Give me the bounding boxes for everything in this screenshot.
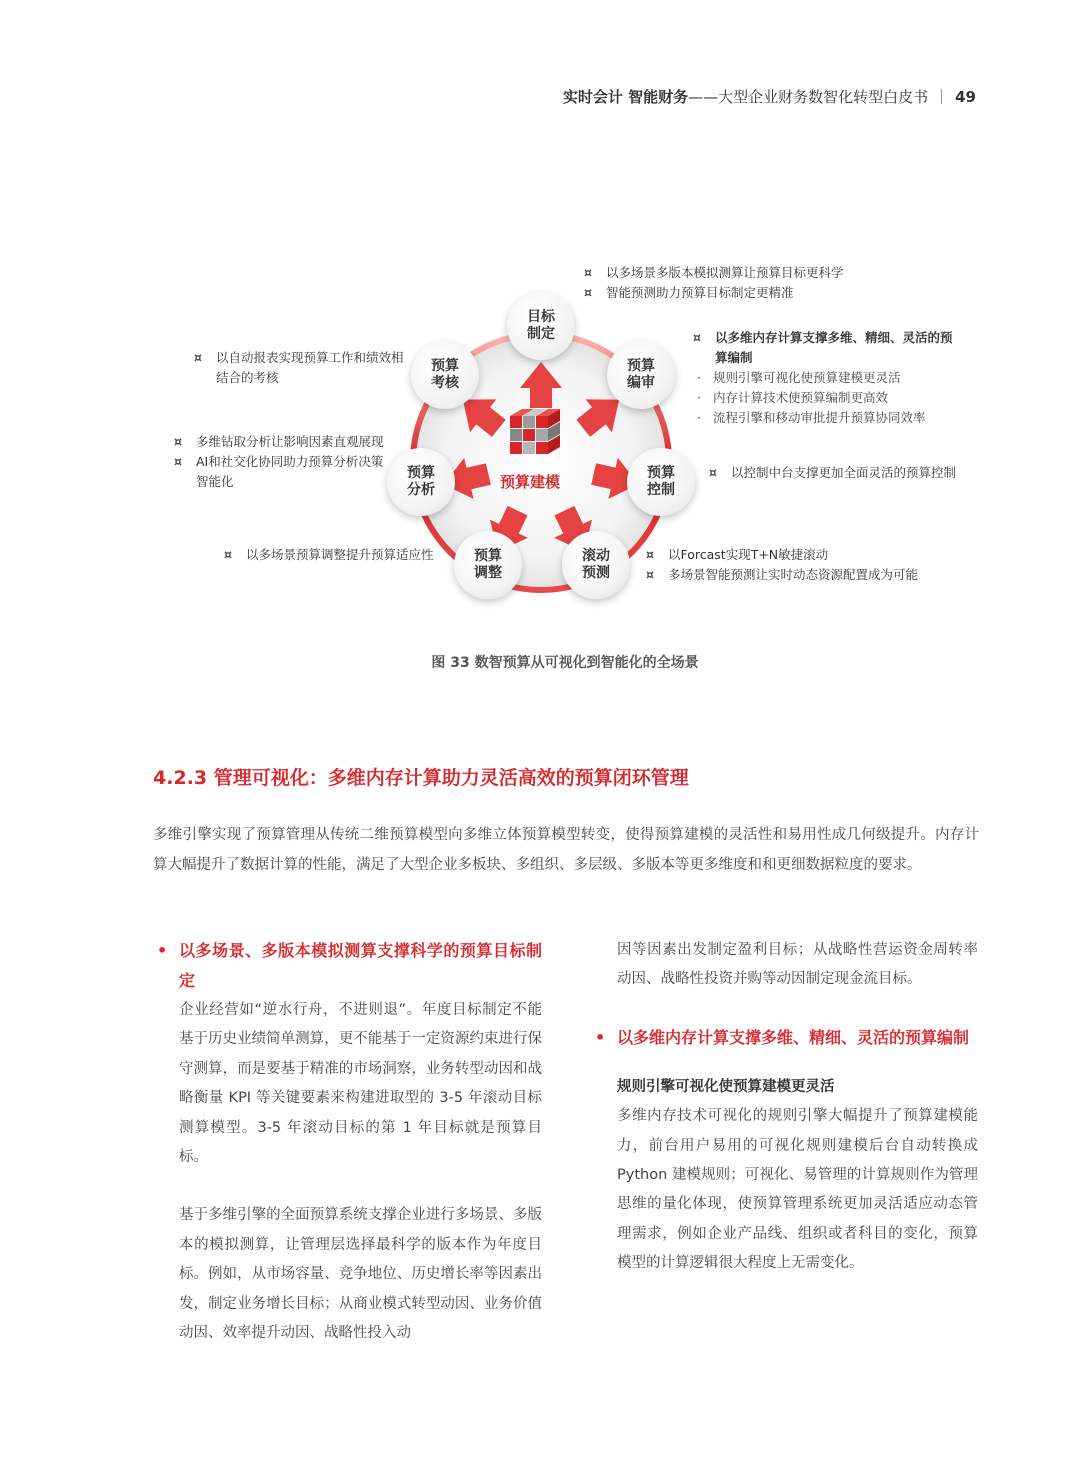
note-item: ¤ 以Forcast实现T+N敏捷滚动	[646, 545, 966, 565]
node-rolling: 滚动预测	[562, 531, 630, 599]
note-analysis	[174, 432, 386, 492]
note-item: ¤ 多场景智能预测让实时动态资源配置成为可能	[646, 565, 966, 585]
bullet-heading: • 以多维内存计算支撑多维、精细、灵活的预算编制	[592, 1023, 978, 1053]
body-paragraph: 因等因素出发制定盈利目标；从战略性营运资金周转率动因、战略性投资并购等动因制定现金流目标。	[617, 942, 978, 988]
note-item: ¤ AI和社交化协同助力预算分析决策智能化	[174, 452, 386, 492]
node-adjust: 预算调整	[454, 531, 522, 599]
note-item: ¤ 以多场景多版本模拟测算让预算目标更科学	[584, 263, 904, 283]
body-paragraph: 企业经营如“逆水行舟，不进则退”。年度目标制定不能基于历史业绩简单测算，更不能基于一定资源约束进行保守测算，而是要基于精准的市场洞察，业务转型动因和战略衡量 KPI 等关键要素来构建进取型的 3-5 年滚动目标测算模型。3-5 年滚动目标的第 1 年目标就是预算目标。	[179, 1002, 542, 1166]
header-title-bold: 实时会计 智能财务	[562, 88, 689, 106]
section-title: 4.2.3 管理可视化：多维内存计算助力灵活高效的预算闭环管理	[153, 767, 689, 789]
intro-paragraph: 多维引擎实现了预算管理从传统二维预算模型向多维立体预算模型转变，使得预算建模的灵活性和易用性成几何级提升。内存计算大幅提升了数据计算的性能，满足了大型企业多板块、多组织、多层级、多版本等更多维度和和更细数据粒度的要求。	[153, 827, 979, 873]
note-subitem: · 内存计算技术使预算编制更高效	[693, 388, 961, 408]
node-target: 目标制定	[507, 292, 575, 360]
node-analysis: 预算分析	[387, 448, 455, 516]
note-item: ¤ 以自动报表实现预算工作和绩效相结合的考核	[194, 348, 406, 388]
center-label: 预算建模	[500, 473, 561, 491]
budget-cycle-diagram	[0, 0, 1080, 640]
left-column	[154, 936, 542, 1348]
bullet-heading: • 以多场景、多版本模拟测算支撑科学的预算目标制定	[154, 936, 542, 996]
body-paragraph: 基于多维引擎的全面预算系统支撑企业进行多场景、多版本的模拟测算，让管理层选择最科学的版本作为年度目标。例如，从市场容量、竞争地位、历史增长率等因素出发，制定业务增长目标；从商业模式转型动因、业务价值动因、效率提升动因、战略性投入动	[179, 1207, 542, 1342]
subheading: 规则引擎可视化使预算建模更灵活	[617, 1078, 835, 1095]
note-adjust	[224, 545, 434, 565]
note-item: ¤ 以控制中台支撑更加全面灵活的预算控制	[709, 463, 957, 483]
node-review: 预算编审	[607, 341, 675, 409]
note-review	[693, 328, 961, 428]
body-paragraph: 多维内存技术可视化的规则引擎大幅提升了预算建模能力，前台用户易用的可视化规则建模后台自动转换成 Python 建模规则；可视化、易管理的计算规则作为管理思维的量化体现，使预算管理系统更加灵活适应动态管理需求，例如企业产品线、组织或者科目的变化，预算模型的计算逻辑很大程度上无需变化。	[617, 1108, 978, 1272]
note-item: ¤ 智能预测助力预算目标制定更精准	[584, 283, 904, 303]
note-target	[584, 263, 904, 303]
figure-caption: 图 33 数智预算从可视化到智能化的全场景	[431, 655, 699, 671]
note-rolling	[646, 545, 966, 585]
node-control: 预算控制	[627, 448, 695, 516]
header-title-rest: ——大型企业财务数智化转型白皮书	[688, 88, 929, 106]
note-control	[709, 463, 957, 483]
note-item: ¤ 以多场景预算调整提升预算适应性	[224, 545, 434, 565]
note-subitem: · 流程引擎和移动审批提升预算协同效率	[693, 408, 961, 428]
node-assess: 预算考核	[411, 341, 479, 409]
note-item: ¤ 以多维内存计算支撑多维、精细、灵活的预算编制	[693, 328, 961, 368]
note-assess	[194, 348, 406, 388]
right-column	[592, 936, 978, 1279]
cube-icon	[510, 409, 560, 454]
page-number: 49	[955, 88, 976, 106]
note-subitem: · 规则引擎可视化使预算建模更灵活	[693, 368, 961, 388]
note-item: ¤ 多维钻取分析让影响因素直观展现	[174, 432, 386, 452]
